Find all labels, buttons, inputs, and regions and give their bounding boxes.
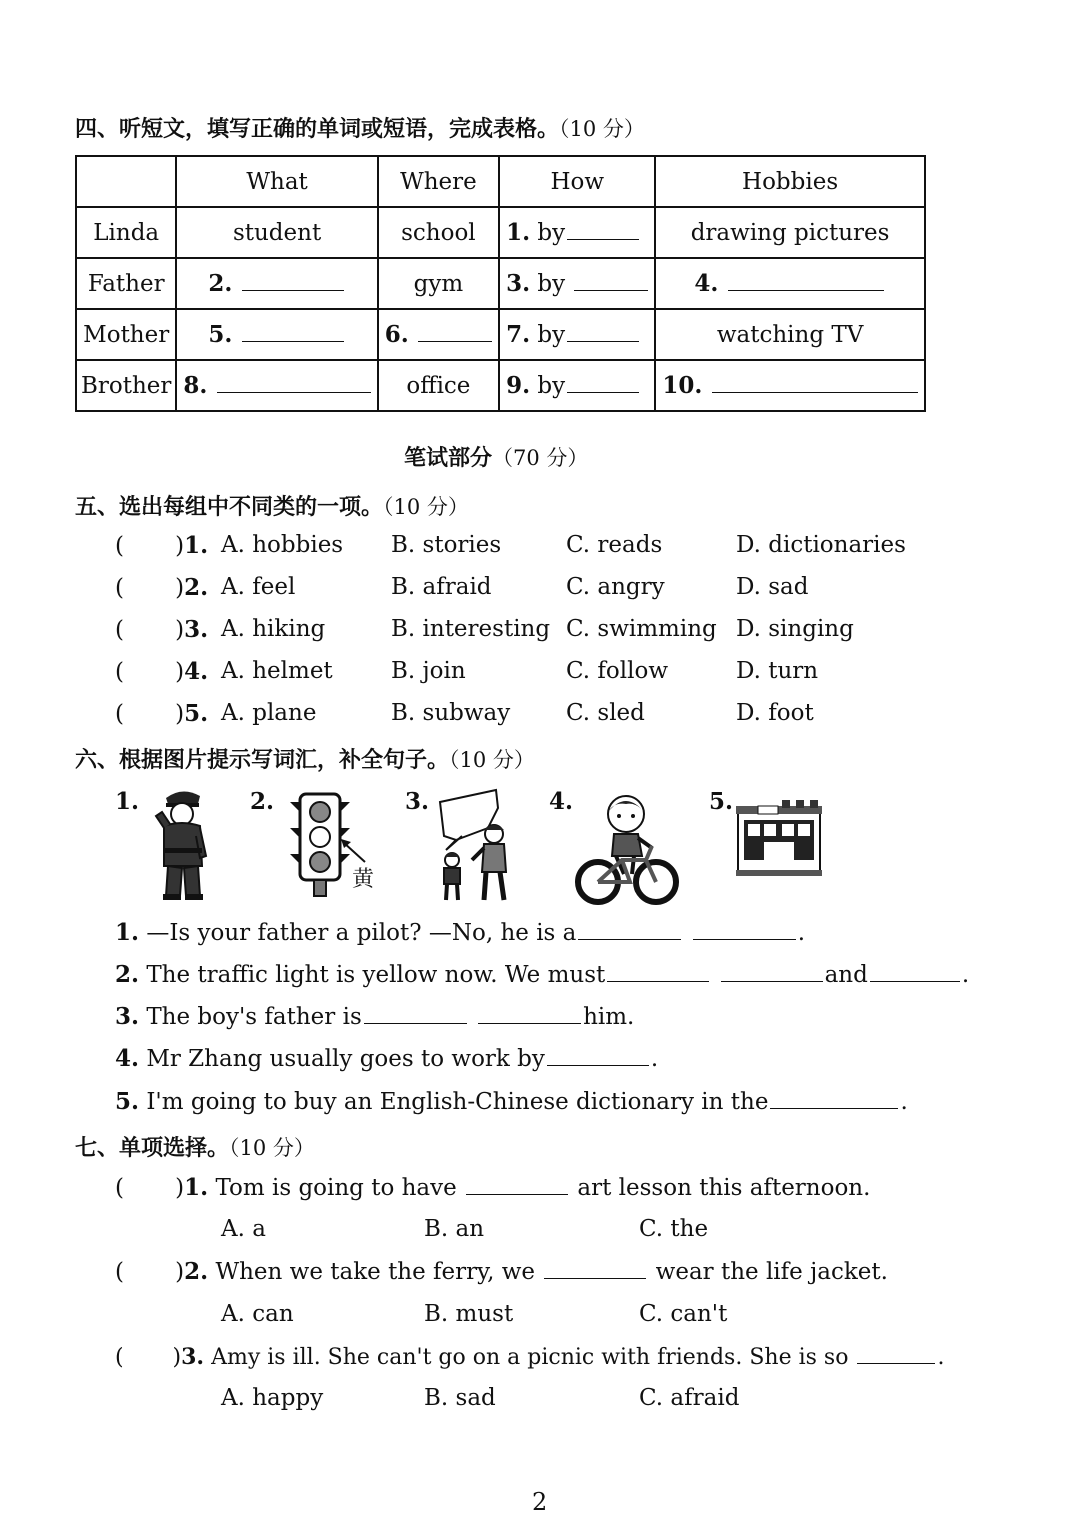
table-header-cell: What (176, 156, 377, 207)
sentence-4: 4. Mr Zhang usually goes to work by . (115, 1045, 659, 1072)
option-a: A. a (221, 1216, 266, 1242)
listening-table (75, 155, 926, 412)
picture-label: 2. (250, 788, 275, 815)
option-b: B. an (424, 1216, 485, 1242)
option-b: B. subway (391, 700, 511, 726)
cell-hobby[interactable]: 4. (655, 258, 924, 309)
answer-bracket[interactable]: ( ) (115, 1345, 182, 1370)
answer-blank[interactable] (466, 1174, 568, 1195)
option-c: C. follow (566, 658, 669, 684)
answer-blank[interactable] (578, 919, 681, 940)
answer-bracket[interactable]: ( ) (115, 533, 185, 559)
answer-bracket[interactable]: ( ) (115, 659, 185, 685)
cell-how[interactable]: 1. by (499, 207, 655, 258)
option-b: B. sad (424, 1385, 496, 1411)
option-b: B. join (391, 658, 466, 684)
option-c: C. the (639, 1216, 709, 1242)
option-c: C. sled (566, 700, 645, 726)
option-a: A. feel (221, 574, 296, 600)
option-b: B. interesting (391, 616, 551, 642)
table-row (76, 360, 925, 411)
option-a: A. hiking (221, 616, 326, 642)
question-2: ( )2. When we take the ferry, we wear the life jacket. (115, 1258, 888, 1285)
answer-bracket[interactable]: ( ) (115, 617, 185, 643)
question-3: ( )3. Amy is ill. She can't go on a picnic with friends. She is so . (115, 1344, 945, 1370)
sentence-1: 1. —Is your father a pilot? —No, he is a . (115, 919, 806, 946)
option-d: D. dictionaries (736, 532, 906, 558)
picture-label: 5. (709, 788, 734, 815)
cell-how[interactable]: 3. by (499, 258, 655, 309)
cell-hobby[interactable]: 10. (655, 360, 924, 411)
cell-where: office (378, 360, 499, 411)
section5-title: 五、选出每组中不同类的一项。（10 分） (75, 495, 469, 520)
list-item: ( )4. (115, 658, 209, 685)
cell-hobby: watching TV (655, 309, 924, 360)
section4-title: 四、听短文，填写正确的单词或短语，完成表格。（10 分） (75, 117, 645, 142)
cell-where: gym (378, 258, 499, 309)
answer-blank[interactable] (693, 919, 796, 940)
table-header-cell (76, 156, 176, 207)
row-name: Brother (76, 360, 176, 411)
table-row (76, 309, 925, 360)
option-d: D. sad (736, 574, 809, 600)
row-name: Linda (76, 207, 176, 258)
answer-blank[interactable] (547, 1045, 649, 1066)
option-c: C. angry (566, 574, 665, 600)
option-a: A. happy (221, 1385, 324, 1411)
cell-where[interactable]: 6. (378, 309, 499, 360)
answer-bracket[interactable]: ( ) (115, 1175, 185, 1201)
sentence-2: 2. The traffic light is yellow now. We must and . (115, 961, 970, 988)
answer-blank[interactable] (721, 961, 823, 982)
boy-bicycle-icon (574, 790, 680, 906)
list-item: ( )1. (115, 532, 209, 559)
written-part-title: 笔试部分（70 分） (404, 446, 589, 471)
answer-bracket[interactable]: ( ) (115, 1259, 185, 1285)
section7-title: 七、单项选择。（10 分） (75, 1136, 315, 1161)
option-c: C. can't (639, 1301, 728, 1327)
picture-label: 1. (115, 788, 140, 815)
option-a: A. plane (221, 700, 317, 726)
option-b: B. stories (391, 532, 502, 558)
cell-where: school (378, 207, 499, 258)
picture-label: 3. (405, 788, 430, 815)
list-item: ( )3. (115, 616, 209, 643)
answer-blank[interactable] (364, 1003, 467, 1024)
table-header-cell: Hobbies (655, 156, 924, 207)
bookstore-icon (734, 798, 824, 878)
answer-blank[interactable] (478, 1003, 581, 1024)
answer-blank[interactable] (607, 961, 709, 982)
option-a: A. can (221, 1301, 294, 1327)
table-header-cell: Where (378, 156, 499, 207)
sentence-3: 3. The boy's father is him. (115, 1003, 635, 1030)
cell-what: student (176, 207, 377, 258)
policeman-icon (152, 786, 212, 904)
table-header-row (76, 156, 925, 207)
option-a: A. helmet (221, 658, 333, 684)
option-b: B. afraid (391, 574, 492, 600)
answer-blank[interactable] (870, 961, 960, 982)
option-d: D. singing (736, 616, 854, 642)
question-1: ( )1. Tom is going to have art lesson this afternoon. (115, 1174, 871, 1201)
table-row (76, 258, 925, 309)
row-name: Father (76, 258, 176, 309)
table-header-cell: How (499, 156, 655, 207)
answer-blank[interactable] (544, 1258, 646, 1279)
list-item: ( )2. (115, 574, 209, 601)
option-c: C. swimming (566, 616, 717, 642)
picture-label: 4. (549, 788, 574, 815)
option-c: C. reads (566, 532, 663, 558)
answer-bracket[interactable]: ( ) (115, 701, 185, 727)
row-name: Mother (76, 309, 176, 360)
cell-what[interactable]: 2. (176, 258, 377, 309)
father-son-icon (434, 788, 518, 904)
yellow-label: 黄 (352, 867, 375, 892)
page-number: 2 (532, 1488, 548, 1516)
cell-what[interactable]: 5. (176, 309, 377, 360)
option-b: B. must (424, 1301, 514, 1327)
cell-hobby: drawing pictures (655, 207, 924, 258)
list-item: ( )5. (115, 700, 209, 727)
option-c: C. afraid (639, 1385, 740, 1411)
sentence-5: 5. I'm going to buy an English-Chinese dictionary in the . (115, 1088, 908, 1115)
option-a: A. hobbies (221, 532, 344, 558)
option-d: D. foot (736, 700, 814, 726)
table-row (76, 207, 925, 258)
option-d: D. turn (736, 658, 819, 684)
cell-how[interactable]: 9. by (499, 360, 655, 411)
answer-blank[interactable] (857, 1343, 935, 1364)
answer-blank[interactable] (770, 1088, 898, 1109)
cell-what[interactable]: 8. (176, 360, 377, 411)
section6-title: 六、根据图片提示写词汇，补全句子。（10 分） (75, 748, 535, 773)
cell-how[interactable]: 7. by (499, 309, 655, 360)
answer-bracket[interactable]: ( ) (115, 575, 185, 601)
